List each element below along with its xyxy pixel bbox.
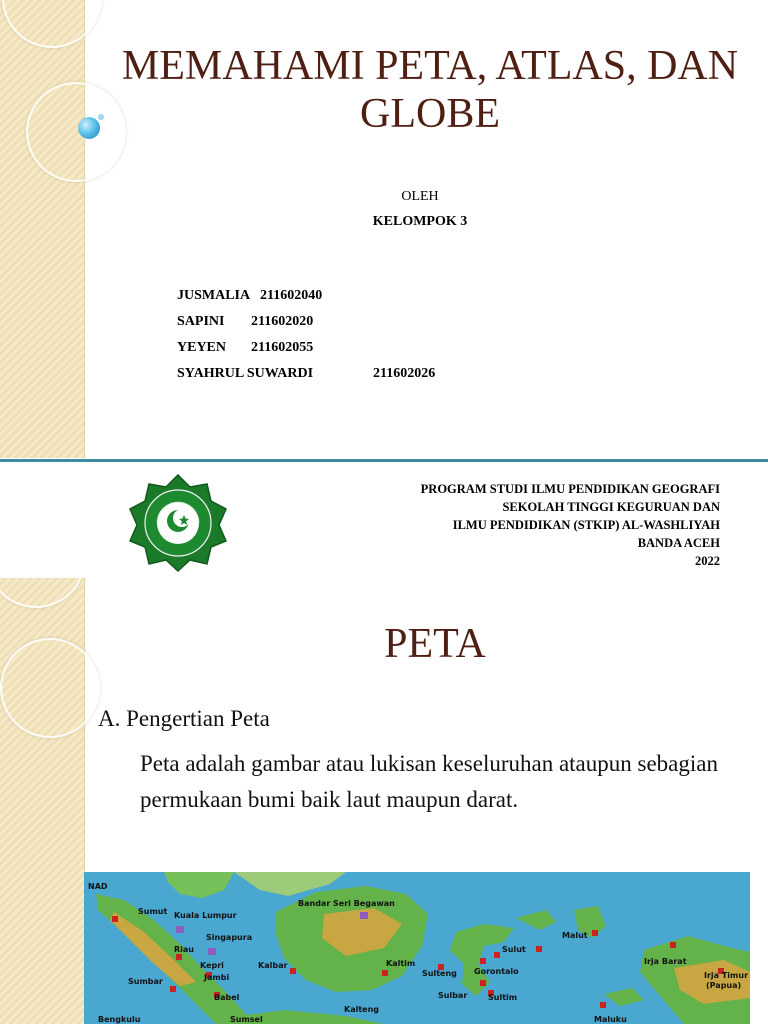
blue-orb-icon [78,117,100,139]
map-label: Sumbar [128,977,163,986]
stkip-logo [126,474,230,572]
map-label: Sumut [138,907,168,916]
member-name: SAPINI [177,314,225,329]
map-marker-icon [536,946,542,952]
map-label: Kalteng [344,1005,380,1014]
map-marker-icon [480,958,486,964]
map-label: Sumsel [230,1015,263,1024]
map-label: Kepri [200,961,224,970]
map-marker-icon [480,980,486,986]
map-marker-icon [290,968,296,974]
institution-block [421,480,720,570]
member-name: YEYEN [177,340,227,355]
map-marker-icon [670,942,676,948]
indonesia-map [84,872,750,1024]
map-label: Jambi [204,973,230,982]
decorative-sidebar [0,0,85,462]
member-id: 211602055 [251,340,314,355]
byline: OLEH [401,189,439,204]
map-marker-icon [592,930,598,936]
member-id: 211602040 [260,288,323,303]
slide-title: MEMAHAMI PETA, ATLAS, DAN GLOBE [121,43,739,137]
map-marker-icon [382,970,388,976]
map-label: Maluku [594,1015,627,1024]
map-label: Sultim [488,993,518,1002]
logo-text: STKIP [168,498,188,504]
map-label: Bandar Seri Begawan [298,899,395,908]
map-label: Babel [214,993,240,1002]
group-name: KELOMPOK 3 [372,214,468,229]
decorative-ring [0,578,86,608]
map-marker-icon [112,916,118,922]
map-label: Kuala Lumpur [174,911,237,920]
map-marker-icon [600,1002,606,1008]
map-label: Malut [562,931,588,940]
capital-marker-icon [360,912,368,919]
decorative-ring [2,0,102,48]
capital-marker-icon [176,926,184,933]
member-id: 211602026 [373,366,436,381]
member-name: JUSMALIA [177,288,251,303]
section-heading: A. Pengertian Peta [98,706,270,731]
institution-line: 2022 [695,554,720,568]
capital-marker-icon [208,948,216,955]
map-label: Kalbar [258,961,288,970]
definition-paragraph: Peta adalah gambar atau lukisan keseluruhan ataupun sebagian permukaan bumi baik laut maupun darat. [140,751,718,812]
map-label: Sulteng [422,969,457,978]
map-label: (Papua) [706,981,742,990]
divider-line [0,459,768,462]
map-label: Singapura [206,933,253,942]
map-label: Kaltim [386,959,416,968]
map-label: Riau [174,945,194,954]
slide-2 [0,578,768,1024]
map-label: NAD [88,882,108,891]
map-label: Sulbar [438,991,468,1000]
map-label: Bengkulu [98,1015,141,1024]
institution-line: ILMU PENDIDIKAN (STKIP) AL-WASHLIYAH [452,518,720,532]
slide-1 [0,0,768,462]
decorative-sidebar [0,578,85,1024]
map-marker-icon [494,952,500,958]
map-label: Irja Barat [644,957,687,966]
member-name: SYAHRUL SUWARDI [177,366,314,381]
institution-line: SEKOLAH TINGGI KEGURUAN DAN [502,500,720,514]
member-id: 211602020 [251,314,314,329]
institution-line: BANDA ACEH [637,536,720,550]
map-marker-icon [176,954,182,960]
decorative-ring [0,638,100,738]
map-label: Sulut [502,945,526,954]
map-label: Irja Timur [704,971,749,980]
slide-title: PETA [384,621,486,667]
map-marker-icon [170,986,176,992]
map-label: Gorontalo [474,967,519,976]
institution-line: PROGRAM STUDI ILMU PENDIDIKAN GEOGRAFI [420,482,720,496]
small-dot-icon [98,114,104,120]
